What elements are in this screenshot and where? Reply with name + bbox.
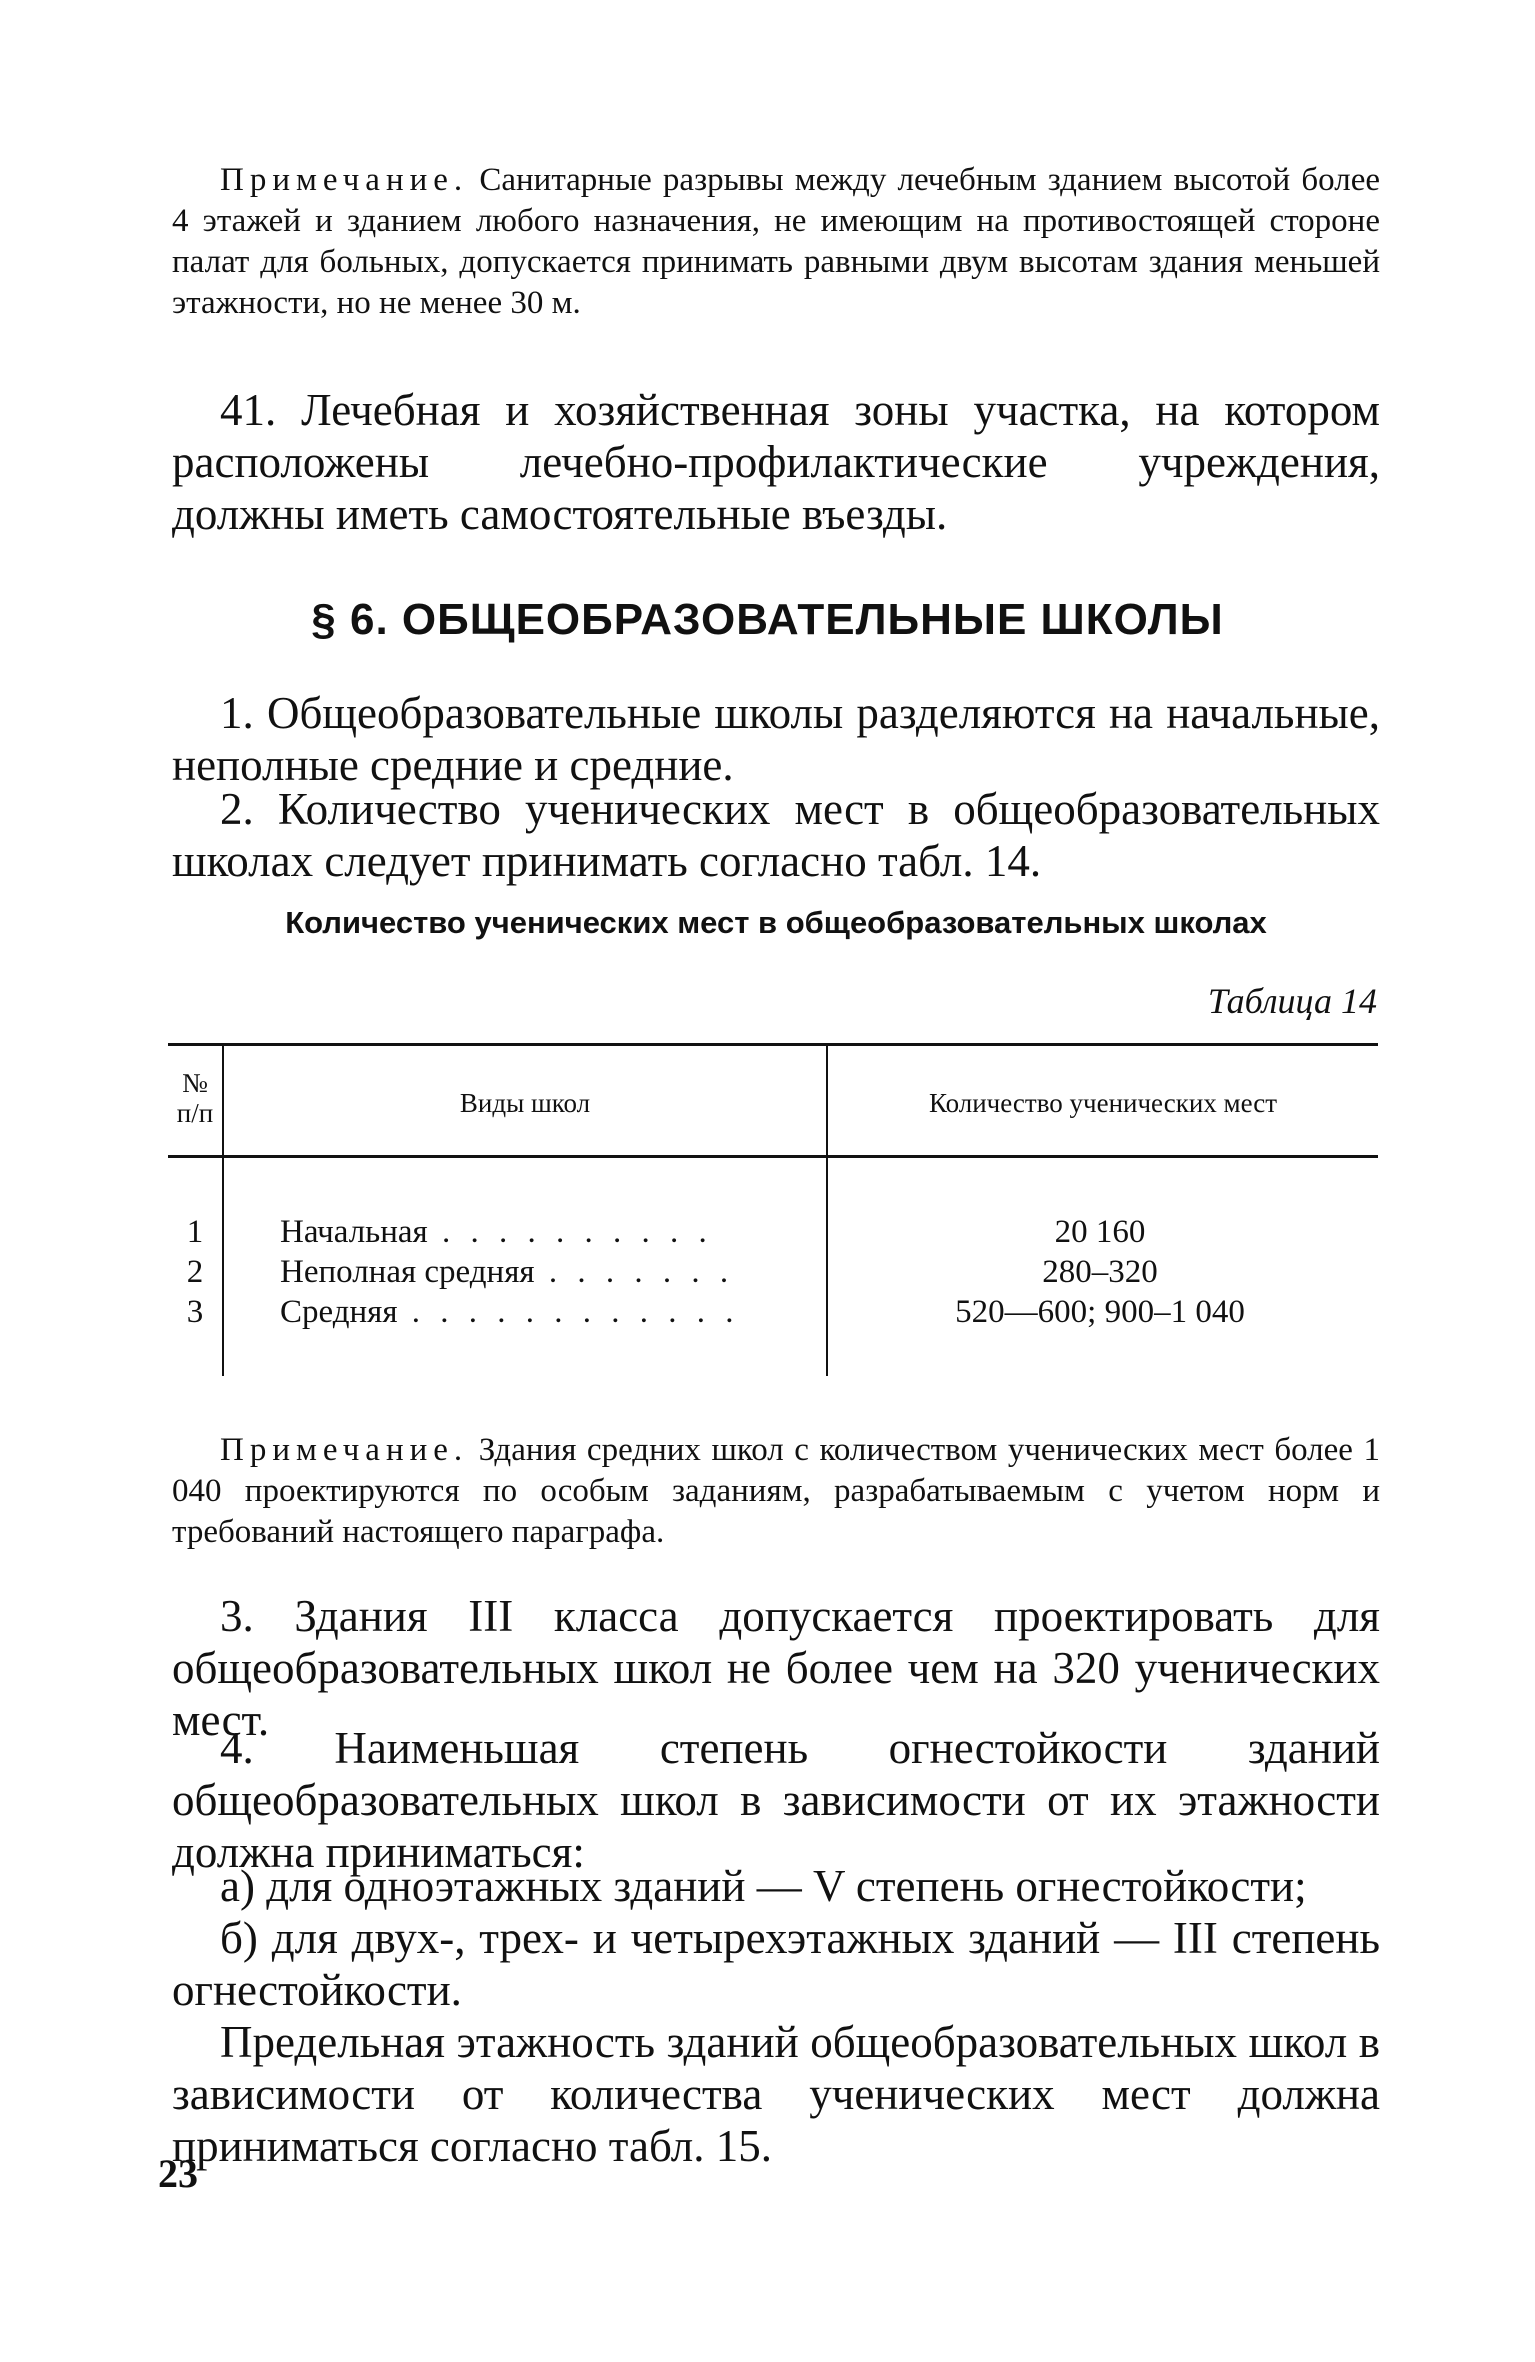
paragraph-4: 4. Наименьшая степень огнестойкости зданий общеобразовательных школ в зависимости от их этажности должна приниматься:: [172, 1723, 1380, 1877]
table-row-3-type: [280, 1292, 810, 1332]
paragraph-4a: а) для одноэтажных зданий — V степень огнестойкости;: [220, 1861, 1307, 1911]
header-type: Виды школ: [459, 1088, 591, 1118]
header-count: Количество ученических мест: [928, 1088, 1278, 1118]
table-row-3-num: 3: [186, 1294, 204, 1330]
page-number: 23: [158, 2151, 198, 2196]
row-2-label: Неполная средняя: [280, 1254, 535, 1290]
table-label: Таблица 14: [1207, 981, 1377, 1021]
table-row-1-count: 20 160: [1054, 1214, 1146, 1250]
note-sanitary-gaps: [172, 160, 1380, 324]
table-row-1-num: 1: [186, 1214, 204, 1250]
note-2-label: Примечание.: [220, 1432, 469, 1468]
note-2-text: Здания средних школ с количеством ученических мест более 1 040 проектируются по особым заданиям, разрабатываемым с учетом норм и требований настоящего параграфа.: [172, 1432, 1380, 1550]
paragraph-5: Предельная этажность зданий общеобразовательных школ в зависимости от количества ученических мест должна приниматься согласно табл. 15.: [172, 2017, 1380, 2171]
table-header-rule: [168, 1155, 1378, 1158]
table-row-1-type: [280, 1212, 810, 1252]
table-row-2-type: [280, 1252, 810, 1292]
table-top-rule: [168, 1043, 1378, 1046]
table-title: Количество ученических мест в общеобразовательных школах: [285, 905, 1267, 940]
paragraph-1: 1. Общеобразовательные школы разделяются на начальные, неполные средние и средние.: [172, 688, 1380, 790]
row-1-label: Начальная: [280, 1214, 428, 1250]
table-row-2-count: 280–320: [1042, 1254, 1158, 1290]
row-1-leader-dots: . . . . . . . . . .: [427, 1214, 713, 1250]
section-heading: § 6. ОБЩЕОБРАЗОВАТЕЛЬНЫЕ ШКОЛЫ: [311, 595, 1224, 644]
row-3-leader-dots: . . . . . . . . . . . .: [397, 1294, 740, 1330]
paragraph-41: 41. Лечебная и хозяйственная зоны участка, на котором расположены лечебно-профилактические учреждения, должны иметь самостоятельные въезды.: [172, 385, 1380, 539]
note-label: Примечание.: [220, 162, 469, 198]
paragraph-3: 3. Здания III класса допускается проектировать для общеобразовательных школ не более чем на 320 ученических мест.: [172, 1591, 1380, 1745]
table-row-2-num: 2: [186, 1254, 204, 1290]
note-large-schools: [172, 1430, 1380, 1553]
paragraph-4b: б) для двух-, трех- и четырехэтажных зданий — III степень огнестойкости.: [172, 1913, 1380, 2015]
row-2-leader-dots: . . . . . . .: [534, 1254, 735, 1290]
header-num: № п/п: [176, 1068, 214, 1128]
paragraph-2: 2. Количество ученических мест в общеобразовательных школах следует принимать согласно табл. 14.: [172, 784, 1380, 886]
table-row-3-count: 520—600; 900–1 040: [955, 1294, 1245, 1330]
note-text: Санитарные разрывы между лечебным зданием высотой более 4 этажей и зданием любого назначения, не имеющим на противостоящей стороне палат для больных, допускается принимать равными двум высотам здания меньшей этажности, но не менее 30 м.: [172, 162, 1380, 321]
row-3-label: Средняя: [280, 1294, 398, 1330]
